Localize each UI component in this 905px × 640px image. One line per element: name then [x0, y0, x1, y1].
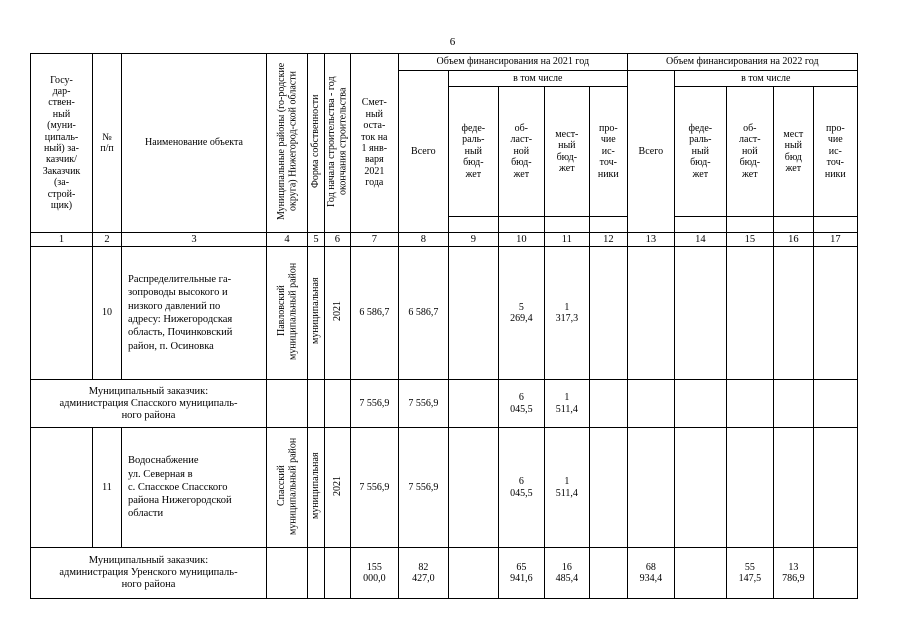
col-num: 3: [122, 233, 267, 247]
col-num: 1: [31, 233, 93, 247]
header-including-2022: в том числе: [674, 71, 857, 87]
col-num: 17: [813, 233, 857, 247]
local-2021-cell: 16 485,4: [544, 548, 589, 599]
col-num: 7: [350, 233, 398, 247]
header-row-1: [31, 54, 858, 71]
col-num: 8: [398, 233, 448, 247]
header-regional-2022: об- ласт- ной бюд- жет: [726, 87, 773, 217]
header-customer: Госу- дар- ствен- ный (муни- ципаль- ный) за- казчик/ Заказчик (за- строй- щик): [31, 54, 93, 233]
ownership-cell: [308, 247, 325, 380]
header-other-2022: про- чие ис- точ- ники: [813, 87, 857, 217]
col-num: 10: [498, 233, 544, 247]
header-fin-2022: Объем финансирования на 2022 год: [627, 54, 857, 71]
total-2021-cell: 7 556,9: [398, 380, 448, 428]
local-2021-cell: 1 511,4: [544, 380, 589, 428]
object-name: Распределительные га- зопроводы высокого и низкого давлений по адресу: Нижегородская область, Починковский район, п. Осиновка: [122, 247, 267, 380]
col-num: 2: [93, 233, 122, 247]
total-2021-cell: 6 586,7: [398, 247, 448, 380]
estimate-cell: 7 556,9: [350, 428, 398, 548]
ownership-text: муниципальная: [310, 278, 322, 345]
regional-2021-cell: 5 269,4: [498, 247, 544, 380]
total-2021-cell: 7 556,9: [398, 428, 448, 548]
estimate-cell: 6 586,7: [350, 247, 398, 380]
district-text: Спасский муниципальный район: [275, 437, 298, 535]
header-num: № п/п: [93, 54, 122, 233]
header-ownership: [308, 54, 325, 233]
header-total-2022: Всего: [627, 71, 674, 233]
row-num: 11: [93, 428, 122, 548]
year-text: 2021: [331, 475, 343, 496]
header-local-2021: мест- ный бюд- жет: [544, 87, 589, 217]
header-other-2021: про- чие ис- точ- ники: [589, 87, 627, 217]
col-num: 15: [726, 233, 773, 247]
customer-cell: Муниципальный заказчик: администрация Спасского муниципаль- ного района: [31, 380, 267, 428]
object-name: Водоснабжение ул. Северная в с. Спасское Спасского района Нижегородской области: [122, 428, 267, 548]
row-num: 10: [93, 247, 122, 380]
col-num: 16: [773, 233, 813, 247]
header-fin-2021: Объем финансирования на 2021 год: [398, 54, 627, 71]
district-cell: [267, 247, 308, 380]
col-num: 14: [674, 233, 726, 247]
regional-2021-cell: 65 941,6: [498, 548, 544, 599]
estimate-cell: 155 000,0: [350, 548, 398, 599]
ownership-cell: [308, 428, 325, 548]
col-num: 9: [448, 233, 498, 247]
regional-2022-cell: 55 147,5: [726, 548, 773, 599]
header-years-text: Год начала строительства - год окончания строительства: [326, 76, 349, 207]
table-row-customer-urensky: [31, 548, 858, 599]
table-row-object-11: [31, 428, 858, 548]
col-num: 13: [627, 233, 674, 247]
header-estimate: Смет- ный оста- ток на 1 янв- варя 2021 года: [350, 54, 398, 233]
header-object-name: Наименование объекта: [122, 54, 267, 233]
local-2021-cell: 1 317,3: [544, 247, 589, 380]
col-num: 11: [544, 233, 589, 247]
district-cell: [267, 428, 308, 548]
table-row-object-10: [31, 247, 858, 380]
header-years: [325, 54, 351, 233]
total-2021-cell: 82 427,0: [398, 548, 448, 599]
col-num: 5: [308, 233, 325, 247]
total-2022-cell: 68 934,4: [627, 548, 674, 599]
column-numbers-row: [31, 233, 858, 247]
ownership-text: муниципальная: [310, 452, 322, 520]
estimate-cell: 7 556,9: [350, 380, 398, 428]
local-2021-cell: 1 511,4: [544, 428, 589, 548]
local-2022-cell: 13 786,9: [773, 548, 813, 599]
header-federal-2022: феде- раль- ный бюд- жет: [674, 87, 726, 217]
header-including-2021: в том числе: [448, 71, 627, 87]
customer-cell: Муниципальный заказчик: администрация Уренского муниципаль- ного района: [31, 548, 267, 599]
financing-table: [30, 53, 858, 599]
year-cell: [325, 428, 351, 548]
regional-2021-cell: 6 045,5: [498, 380, 544, 428]
col-num: 4: [267, 233, 308, 247]
header-local-2022: мест ный бюд жет: [773, 87, 813, 217]
header-district-text: Муниципальные районы (го-родские округа) Нижегород-ской области: [275, 62, 298, 220]
table-row-customer-spassky: [31, 380, 858, 428]
year-cell: [325, 247, 351, 380]
district-text: Павловский муниципальный район: [275, 262, 298, 360]
header-federal-2021: феде- раль- ный бюд- жет: [448, 87, 498, 217]
header-total-2021: Всего: [398, 71, 448, 233]
header-district: [267, 54, 308, 233]
regional-2021-cell: 6 045,5: [498, 428, 544, 548]
header-ownership-text: Форма собственности: [310, 94, 322, 189]
col-num: 12: [589, 233, 627, 247]
year-text: 2021: [331, 301, 343, 322]
col-num: 6: [325, 233, 351, 247]
page-number: 6: [449, 36, 456, 48]
header-regional-2021: об- ласт- ной бюд- жет: [498, 87, 544, 217]
